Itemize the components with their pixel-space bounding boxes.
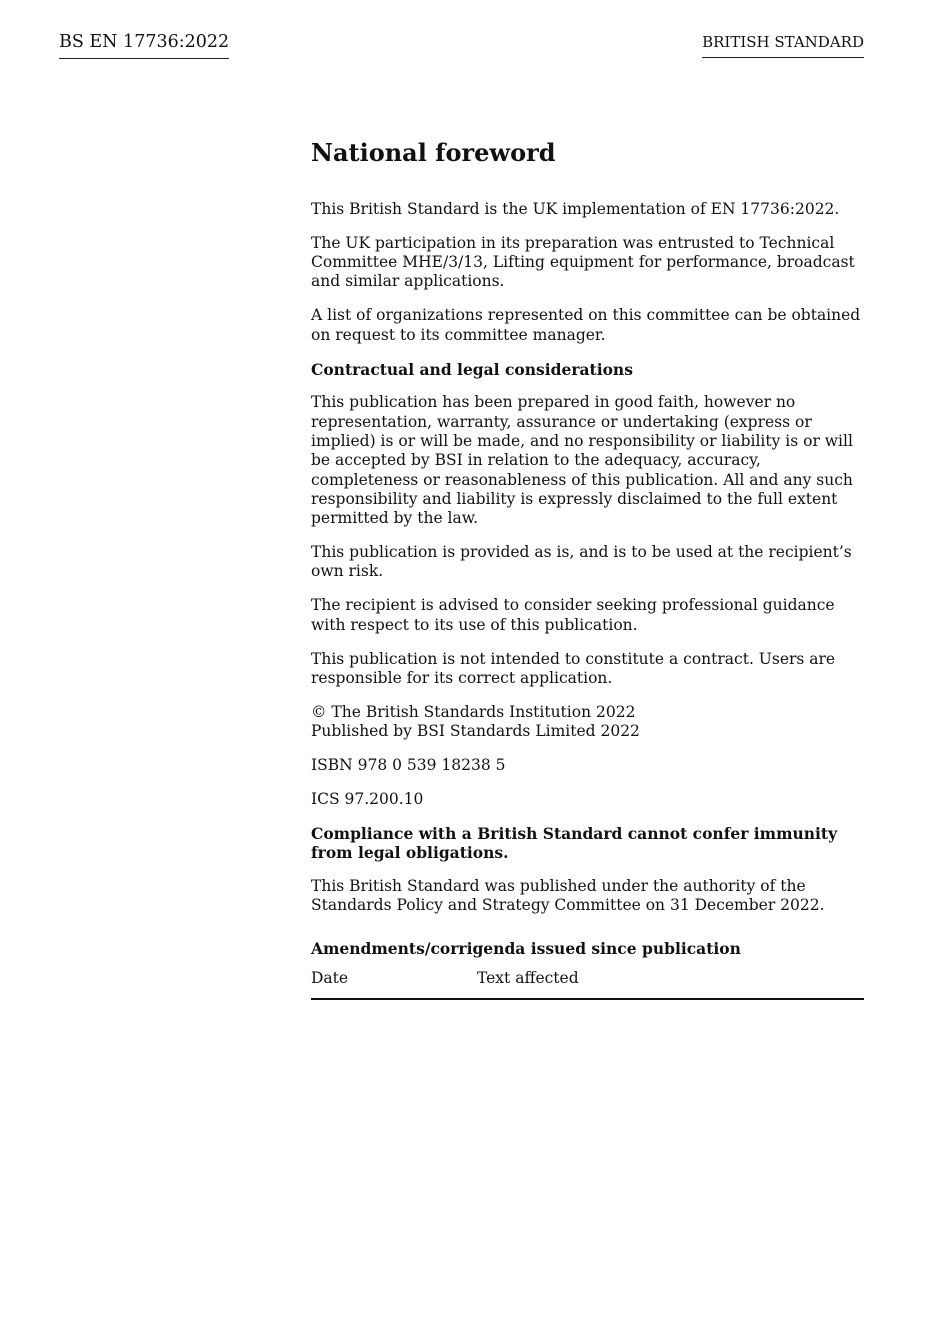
amendments-table-header	[311, 969, 864, 1000]
ics-line: ICS 97.200.10	[311, 789, 424, 808]
national-foreword	[311, 138, 864, 1000]
copyright-block	[311, 703, 864, 742]
text-affected-column-header: Text affected	[477, 968, 579, 987]
compliance-statement: Compliance with a British Standard cannot confer immunity from legal obligations.	[311, 823, 838, 862]
legal-considerations-heading: Contractual and legal considerations	[311, 359, 633, 379]
implementation-paragraph: This British Standard is the UK implementation of EN 17736:2022.	[311, 200, 840, 218]
guidance-paragraph: The recipient is advised to consider seeking professional guidance with respect to its use of this publication.	[311, 596, 835, 634]
date-column-header: Date	[311, 968, 349, 987]
amendments-heading: Amendments/corrigenda issued since publication	[311, 939, 741, 959]
standard-type-label: BRITISH STANDARD	[702, 31, 864, 58]
committee-paragraph: The UK participation in its preparation was entrusted to Technical Committee MHE/3/13, Lifting equipment for performance, broadcast and similar applications.	[311, 233, 855, 291]
publisher-line: Published by BSI Standards Limited 2022	[311, 721, 640, 740]
good-faith-paragraph: This publication has been prepared in good faith, however no representation, warranty, assurance or undertaking (express or implied) is or will be made, and no responsibility or liability is or will be accepted by BSI in relation to the adequacy, accuracy, completeness or reasonableness of this publication. All and any such responsibility and liability is expressly disclaimed to the full extent permitted by the law.	[311, 393, 853, 528]
own-risk-paragraph: This publication is provided as is, and is to be used at the recipient’s own risk.	[311, 543, 852, 581]
page-title: National foreword	[311, 138, 556, 167]
copyright-line: © The British Standards Institution 2022	[311, 702, 636, 721]
document-code: BS EN 17736:2022	[59, 30, 229, 59]
authority-paragraph: This British Standard was published under the authority of the Standards Policy and Strategy Committee on 31 December 2022.	[311, 876, 825, 915]
isbn-line: ISBN 978 0 539 18238 5	[311, 755, 506, 774]
contract-paragraph: This publication is not intended to constitute a contract. Users are responsible for its correct application.	[311, 649, 836, 687]
organizations-paragraph: A list of organizations represented on this committee can be obtained on request to its committee manager.	[311, 306, 861, 344]
